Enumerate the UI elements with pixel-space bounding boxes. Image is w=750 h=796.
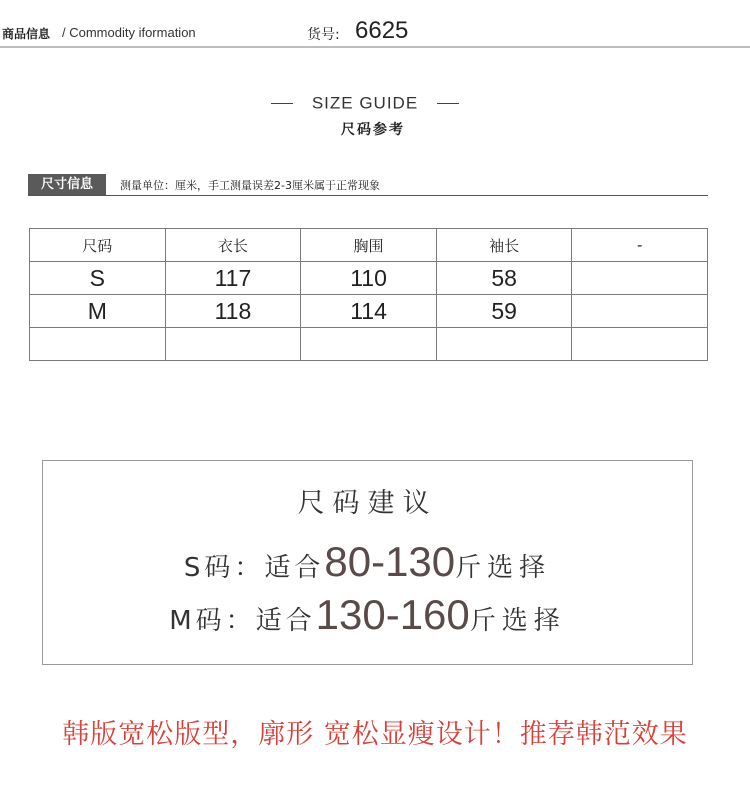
table-cell: 110 <box>301 262 437 295</box>
size-info-underline <box>28 195 708 196</box>
size-guide-subtitle: 尺码参考 <box>341 122 405 138</box>
table-cell <box>572 328 708 361</box>
table-cell: 118 <box>165 295 301 328</box>
table-cell: M <box>30 295 166 328</box>
table-cell: 58 <box>436 262 572 295</box>
table-cell: S <box>30 262 166 295</box>
heading-dash-right <box>437 103 459 104</box>
heading-dash-left <box>271 103 293 104</box>
header-cell-length: 衣长 <box>165 229 301 262</box>
table-cell: 117 <box>165 262 301 295</box>
size-advice-m <box>43 591 692 639</box>
table-cell <box>436 328 572 361</box>
size-guide-heading <box>0 93 730 114</box>
size-table <box>29 228 708 361</box>
header-title-en: / Commodity iformation <box>62 25 196 40</box>
s-weight-range: 80-130 <box>324 538 456 585</box>
header <box>0 0 750 48</box>
table-row <box>30 328 708 361</box>
size-info-tag: 尺寸信息 <box>28 174 106 196</box>
table-cell <box>572 295 708 328</box>
header-cell-chest: 胸围 <box>301 229 437 262</box>
table-header-row <box>30 229 708 262</box>
header-cell-size: 尺码 <box>30 229 166 262</box>
promo-slogan: 韩版宽松版型，廓形 宽松显瘦设计！推荐韩范效果 <box>62 719 688 750</box>
size-advice-title: 尺码建议 <box>297 488 438 519</box>
table-cell <box>301 328 437 361</box>
table-cell: 59 <box>436 295 572 328</box>
table-cell <box>165 328 301 361</box>
m-advice-label: M码：适合 <box>169 606 316 636</box>
m-select-text: 斤选择 <box>469 606 566 636</box>
s-advice-label: S码：适合 <box>183 553 325 583</box>
item-number: 6625 <box>355 17 409 44</box>
s-select-text: 斤选择 <box>455 553 552 583</box>
m-weight-range: 130-160 <box>315 591 470 638</box>
measurement-note: 测量单位：厘米，手工测量误差2-3厘米属于正常现象 <box>120 179 380 192</box>
table-cell <box>572 262 708 295</box>
size-info-bar <box>28 174 708 196</box>
table-row <box>30 262 708 295</box>
table-cell <box>30 328 166 361</box>
table-cell: 114 <box>301 295 437 328</box>
table-row <box>30 295 708 328</box>
size-guide-title: SIZE GUIDE <box>311 93 419 113</box>
size-advice-s <box>43 538 692 586</box>
header-cell-extra: - <box>572 229 708 262</box>
item-number-label: 货号: <box>307 27 340 43</box>
header-cell-sleeve: 袖长 <box>436 229 572 262</box>
header-title-cn: 商品信息 <box>2 27 51 41</box>
size-advice-box <box>42 460 693 665</box>
header-divider <box>0 46 750 48</box>
